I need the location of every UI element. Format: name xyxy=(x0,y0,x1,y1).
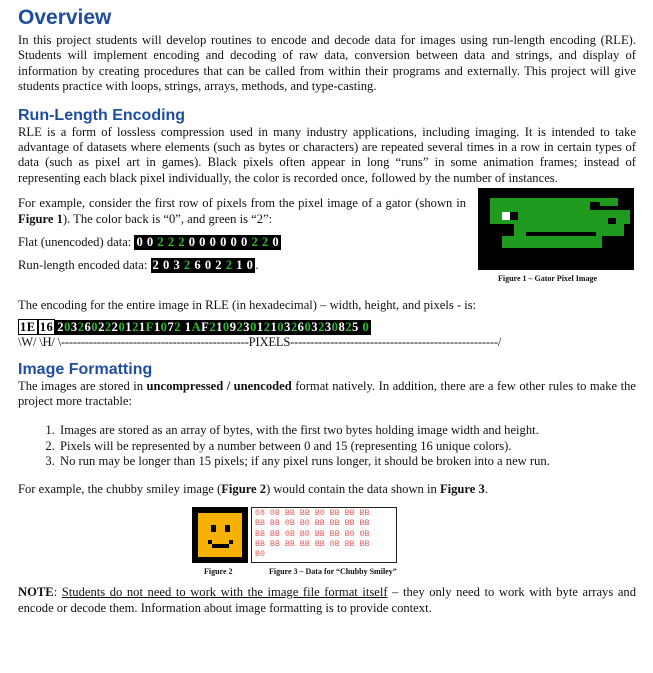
hex-digit: 0 xyxy=(160,319,168,334)
code-digit: 0 xyxy=(199,235,210,250)
smiley-face-icon xyxy=(198,513,242,557)
hex-digit: 3 xyxy=(284,319,291,334)
code-digit: 2 xyxy=(225,258,237,273)
hex-height: 16 xyxy=(39,319,54,334)
hex-digit: 9 xyxy=(229,319,237,334)
hex-digit: 0 xyxy=(362,319,370,334)
data-line: BB BB 0B B0 BB BB BB BB xyxy=(255,519,370,529)
hex-digit: 1 xyxy=(125,319,133,334)
formatting-heading: Image Formatting xyxy=(18,360,153,378)
data-line: BB BB 0B B0 BB BB B0 0B xyxy=(255,529,370,539)
figure2-caption: Figure 2 xyxy=(204,567,233,577)
code-digit: 0 xyxy=(246,258,254,273)
flat-data-code xyxy=(134,235,281,250)
data-line: B0 xyxy=(255,549,265,559)
hex-digit: 6 xyxy=(297,319,305,334)
code-digit: 0 xyxy=(146,235,158,250)
hex-digit: 5 xyxy=(352,319,359,334)
data-line: BB BB BB BB BB 0B BB BB xyxy=(255,539,370,549)
rle-data-label: Run-length encoded data: xyxy=(18,258,151,273)
hex-digit: 2 xyxy=(77,319,85,334)
hex-digit: 2 xyxy=(263,319,271,334)
hex-digit: 2 xyxy=(209,319,217,334)
figure1-ref: Figure 1 xyxy=(18,211,63,226)
hex-digit: 0 xyxy=(250,319,257,334)
code-digit: 2 xyxy=(178,235,189,250)
figures-row xyxy=(18,507,636,581)
figure3-caption: Figure 3 – Data for “Chubby Smiley” xyxy=(269,567,397,577)
code-digit: 0 xyxy=(230,235,241,250)
rle-data-line: Run-length encoded data: 2 0 3 2 6 0 2 2 1 0 . xyxy=(18,258,259,273)
rle-paragraph: RLE is a form of lossless compression used in many industry applications, including imaging. It is intended to take advantage of datasets where elements (such as bytes or characters) are repeated several times in a row in certain types of data (such as pixel art in games). Black pixels often appear in long “runs” in some animation frames; instead of representing each black pixel individually, the color is recorded once, followed by the number of instances. xyxy=(18,124,636,185)
hex-digit: 3 xyxy=(243,319,251,334)
hex-digit: 1 xyxy=(256,319,264,334)
code-digit: 2 xyxy=(152,258,163,273)
smiley-example-text: For example, the chubby smiley image (Figure 2) would contain the data shown in Figure 3. xyxy=(18,481,488,496)
hex-digit: 0 xyxy=(277,319,285,334)
rule-item: 3. No run may be longer than 15 pixels; if any pixel runs longer, it should be broken into a new run. xyxy=(58,454,636,469)
hex-digit: 1 xyxy=(216,319,223,334)
note-label: NOTE xyxy=(18,585,54,600)
rle-heading: Run-Length Encoding xyxy=(18,106,186,124)
formatting-paragraph: The images are stored in uncompressed / unencoded format natively. In addition, there are a few other rules to make the project more tractable: xyxy=(18,378,636,409)
hex-digit: 2 xyxy=(104,319,112,334)
hex-digit: 3 xyxy=(70,319,78,334)
formatting-rules xyxy=(18,423,636,469)
hex-digit: A xyxy=(191,319,202,334)
pixels-annotation: \W/ \H/ \-----------------------------------------------PIXELS----------------------------------------------------/ xyxy=(18,334,502,349)
rle-data-code xyxy=(151,258,256,273)
code-digit: 0 xyxy=(220,235,231,250)
code-digit: 2 xyxy=(157,235,168,250)
code-digit: 6 xyxy=(194,258,205,273)
gator-eye xyxy=(502,212,510,220)
chubby-smiley-image xyxy=(192,507,248,563)
hex-pixels xyxy=(55,320,371,335)
hex-digit: 2 xyxy=(174,319,182,334)
figure1-caption: Figure 1 – Gator Pixel Image xyxy=(498,274,598,284)
flat-data-line xyxy=(18,235,466,250)
flat-data-label: Flat (unencoded) data: xyxy=(18,235,135,250)
code-digit: 3 xyxy=(173,258,184,273)
overview-paragraph: In this project students will develop routines to encode and decode data for images using run-length encoding (RLE). Students will implement encoding and decoding of raw data, conversion between data and strings, and display of information by creating procedures that can be called from within their programs and externally. This project will give students practice with loops, strings, arrays, methods, and type-casting. xyxy=(18,33,636,94)
hex-digit: 3 xyxy=(311,319,319,334)
hex-digit: F xyxy=(145,319,154,334)
smiley-data-box xyxy=(251,507,397,563)
hex-digit: 0 xyxy=(304,319,312,334)
hex-digit: 2 xyxy=(132,319,139,334)
hex-digit: 2 xyxy=(290,319,298,334)
code-digit: 2 xyxy=(261,235,273,250)
hex-encoding xyxy=(18,320,636,335)
entire-encoding-text: The encoding for the entire image in RLE (in hexadecimal) – width, height, and pixels - is: xyxy=(18,298,477,313)
code-digit: 2 xyxy=(183,258,195,273)
hex-digit: 2 xyxy=(236,319,244,334)
overview-heading: Overview xyxy=(18,6,112,29)
hex-width: 1E xyxy=(20,319,36,334)
hex-digit: 2 xyxy=(111,319,119,334)
data-line: 08 0B BB BB B0 BB BB BB xyxy=(255,509,370,519)
rle-example xyxy=(18,196,636,296)
hex-digit: F xyxy=(201,319,210,334)
code-digit: 2 xyxy=(215,258,226,273)
code-digit: 0 xyxy=(209,235,221,250)
hex-digit: 0 xyxy=(222,319,230,334)
hex-digit: 8 xyxy=(338,319,346,334)
hex-digit: 1 xyxy=(184,319,192,334)
code-digit: 0 xyxy=(163,258,174,273)
code-digit: 0 xyxy=(272,235,280,250)
hex-digit: 2 xyxy=(318,319,325,334)
code-digit: 0 xyxy=(136,235,147,250)
hex-digit: 0 xyxy=(118,319,126,334)
code-digit: 0 xyxy=(240,235,252,250)
code-digit: 2 xyxy=(251,235,262,250)
hex-digit: 7 xyxy=(167,319,175,334)
code-digit: 2 xyxy=(167,235,179,250)
hex-digit: 6 xyxy=(84,319,92,334)
hex-digit: 0 xyxy=(91,319,99,334)
example-intro: For example, consider the first row of pixels from the pixel image of a gator (shown in Figure 1). The color back is “0”, and green is “2”: xyxy=(18,196,466,226)
code-digit: 0 xyxy=(188,235,200,250)
hex-digit: 1 xyxy=(138,319,146,334)
hex-digit: 2 xyxy=(57,319,65,334)
hex-digit: 0 xyxy=(64,319,71,334)
hex-digit: 2 xyxy=(345,319,353,334)
rule-item: 2. Pixels will be represented by a number between 0 and 15 (representing 16 unique colors). xyxy=(58,439,636,454)
note-paragraph: NOTE: Students do not need to work with the image file format itself – they only need to work with byte arrays and encode or decode them. Information about image formatting is to provide context. xyxy=(18,585,636,615)
document-page xyxy=(18,6,636,616)
rule-item: 1. Images are stored as an array of bytes, with the first two bytes holding image width and height. xyxy=(58,423,636,438)
code-digit: 0 xyxy=(204,258,216,273)
hex-digit: 1 xyxy=(153,319,161,334)
hex-digit: 2 xyxy=(98,319,105,334)
gator-pixel-image xyxy=(478,188,634,270)
rle-example-text xyxy=(18,196,466,273)
hex-digit: 3 xyxy=(324,319,332,334)
hex-digit: 1 xyxy=(270,319,278,334)
code-digit: 1 xyxy=(236,258,247,273)
hex-digit: 0 xyxy=(331,319,339,334)
